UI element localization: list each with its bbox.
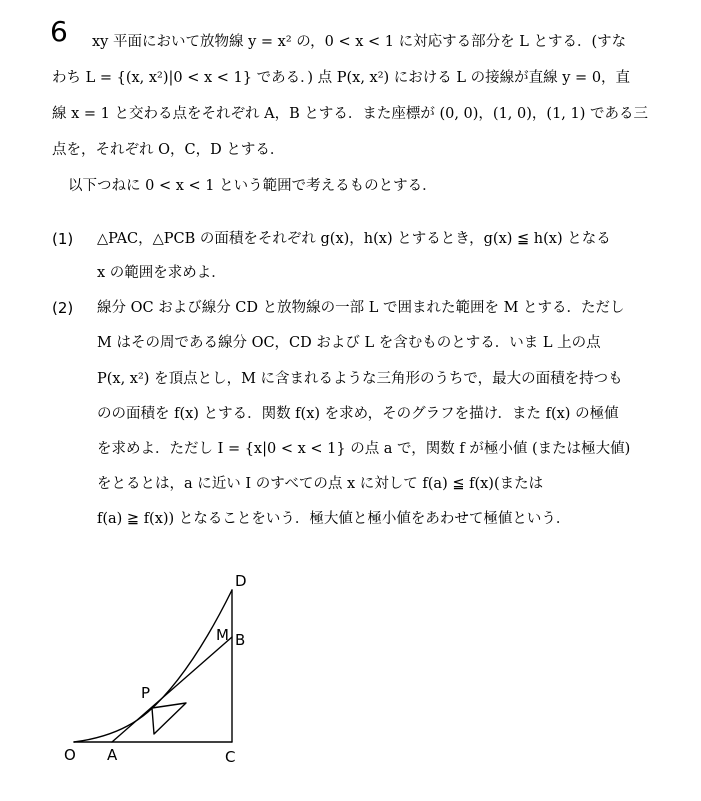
- parabola-figure: [0, 540, 701, 801]
- part1-line-1: △PAC，△PCB の面積をそれぞれ g(x)，h(x) とするとき，g(x) ≦ h(x) となる: [97, 231, 611, 247]
- label-d: D: [235, 572, 247, 590]
- problem-number: 6: [50, 15, 68, 48]
- part2-line-3: P(x, x²) を頂点とし，M に含まれるような三角形のうちで，最大の面積を持つも: [97, 371, 623, 387]
- part2-line-7: f(a) ≧ f(x)) となることをいう．極大値と極小値をあわせて極値という．: [97, 511, 571, 527]
- part1-label: (1): [52, 230, 74, 248]
- label-p: P: [141, 684, 151, 702]
- intro-line-5: 以下つねに 0 < x < 1 という範囲で考えるものとする．: [68, 178, 437, 194]
- part2-line-5: を求めよ．ただし I = {x|0 < x < 1} の点 a で，関数 f が極小値 (または極大値): [97, 441, 631, 457]
- label-o: O: [64, 746, 76, 764]
- intro-line-1: xy 平面において放物線 y = x² の，0 < x < 1 に対応する部分を L とする．(すな: [92, 34, 627, 50]
- label-a: A: [107, 746, 118, 764]
- part2-line-4: のの面積を f(x) とする．関数 f(x) を求め，そのグラフを描け．また f(x) の極値: [97, 406, 619, 422]
- inscribed-triangle: [152, 703, 186, 734]
- intro-line-3: 線 x = 1 と交わる点をそれぞれ A，B とする．また座標が (0, 0)，(1, 0)，(1, 1) である三: [52, 106, 648, 122]
- label-b: B: [235, 631, 246, 649]
- label-m: M: [216, 626, 229, 644]
- part1-line-2: x の範囲を求めよ．: [97, 265, 226, 281]
- part2-line-2: M はその周である線分 OC，CD および L を含むものとする．いま L 上の点: [97, 335, 601, 351]
- tangent-line-ab: [112, 637, 232, 742]
- part2-line-6: をとるとは，a に近い I のすべての点 x に対して f(a) ≦ f(x)(または: [97, 476, 544, 492]
- intro-line-4: 点を，それぞれ O，C，D とする．: [52, 142, 285, 158]
- part2-label: (2): [52, 299, 74, 317]
- intro-line-2: わち L = {(x, x²)|0 < x < 1} である．) 点 P(x, x²) における L の接線が直線 y = 0，直: [52, 70, 631, 86]
- label-c: C: [225, 748, 236, 766]
- part2-line-1: 線分 OC および線分 CD と放物線の一部 L で囲まれた範囲を M とする．ただし: [97, 300, 625, 316]
